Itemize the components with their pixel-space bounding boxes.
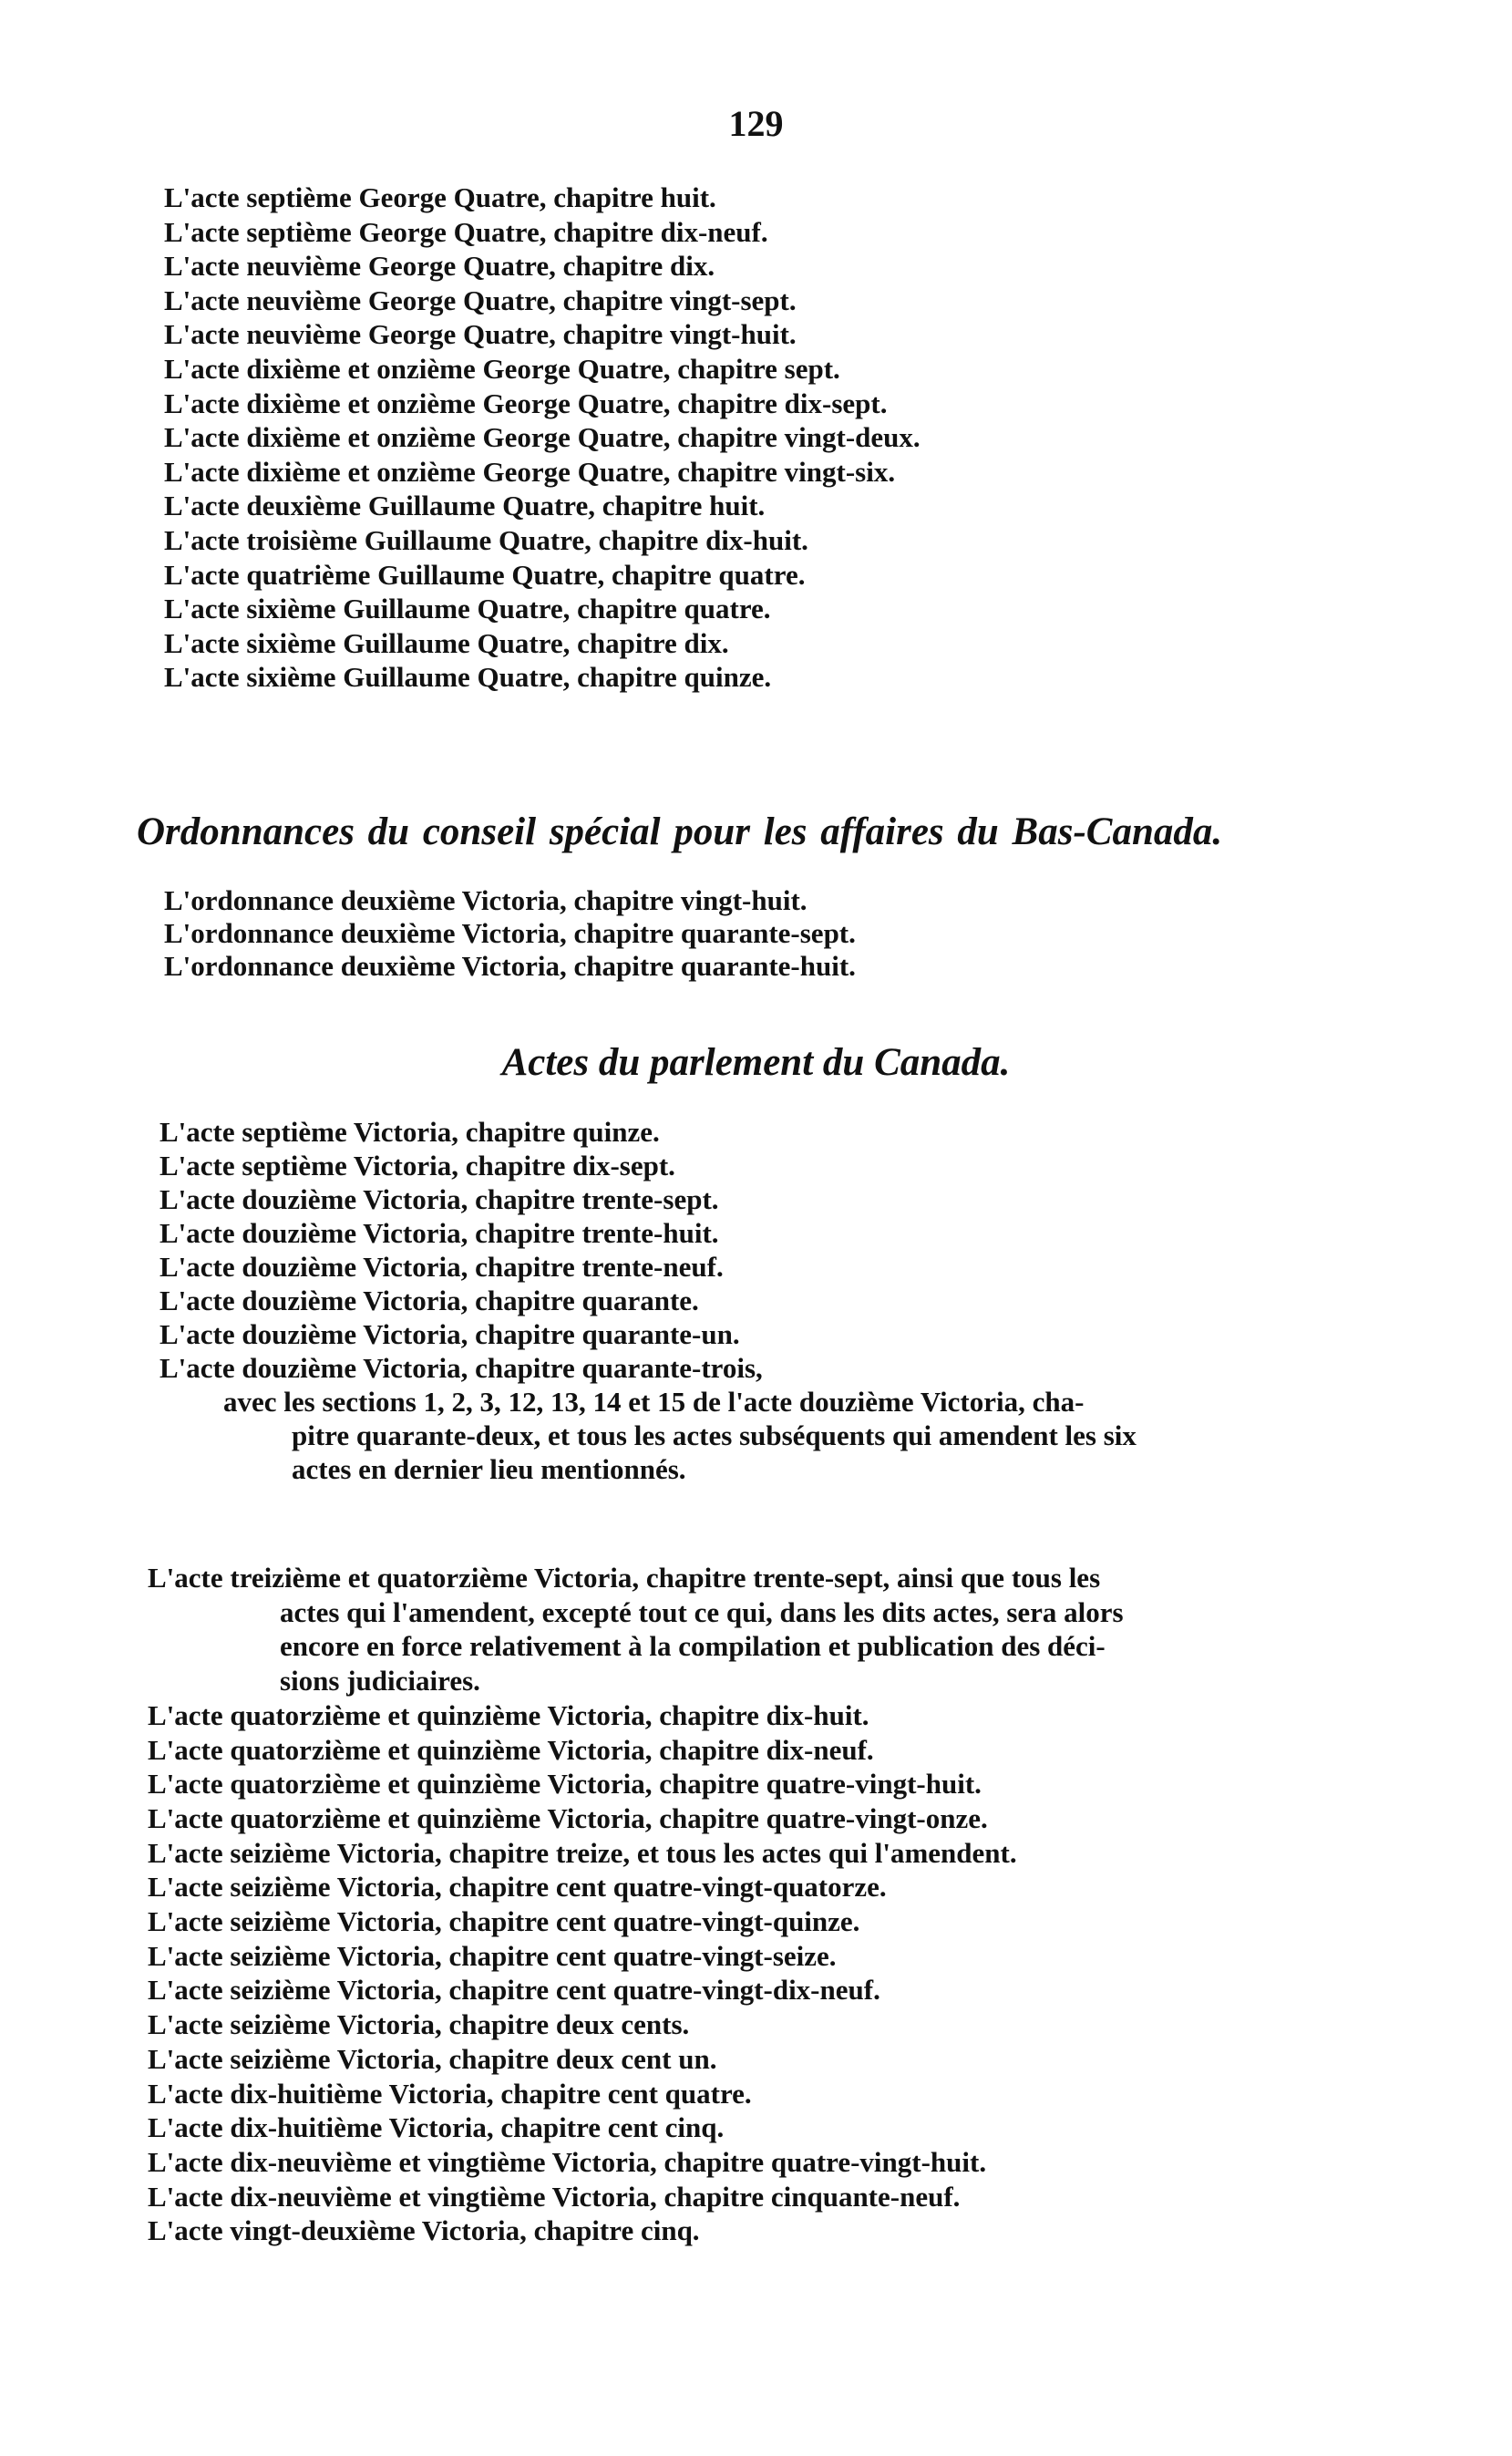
list-item: L'ordonnance deuxième Victoria, chapitre quarante-huit. (164, 950, 856, 982)
list-item: L'acte seizième Victoria, chapitre cent quatre-vingt-dix-neuf. (148, 1974, 880, 2007)
list-item: L'acte dixième et onzième George Quatre, chapitre dix-sept. (164, 387, 888, 419)
treizieme-paragraph-line: L'acte treizième et quatorzième Victoria, chapitre trente-sept, ainsi que tous les (148, 1562, 1101, 1594)
list-item: L'acte seizième Victoria, chapitre deux cents. (148, 2008, 690, 2041)
list-item: L'acte douzième Victoria, chapitre trente-sept. (159, 1183, 719, 1215)
george-guillaume-acts-list (164, 181, 921, 695)
list-item: L'acte dix-neuvième et vingtième Victoria, chapitre cinquante-neuf. (148, 2180, 961, 2213)
list-item: L'acte deuxième Guillaume Quatre, chapitre huit. (164, 490, 766, 522)
sections-paragraph-line: actes en dernier lieu mentionnés. (292, 1453, 686, 1485)
list-item: L'acte septième Victoria, chapitre dix-sept. (159, 1150, 675, 1182)
list-item: L'acte neuvième George Quatre, chapitre dix. (164, 250, 715, 283)
list-item: L'acte quatorzième et quinzième Victoria, chapitre dix-huit. (148, 1698, 869, 1731)
actes-victoria-list (159, 1115, 1137, 1486)
section-heading-actes-parlement: Actes du parlement du Canada. (501, 1041, 1011, 1084)
list-item: L'acte dixième et onzième George Quatre, chapitre vingt-six. (164, 455, 896, 488)
list-item: L'acte septième George Quatre, chapitre huit. (164, 181, 716, 213)
treizieme-paragraph-line: sions judiciaires. (280, 1665, 480, 1698)
list-item: L'ordonnance deuxième Victoria, chapitre vingt-huit. (164, 884, 807, 916)
sections-paragraph-line: avec les sections 1, 2, 3, 12, 13, 14 et 15 de l'acte douzième Victoria, cha- (223, 1386, 1085, 1418)
list-item: L'acte douzième Victoria, chapitre trente-huit. (159, 1217, 719, 1249)
list-item: L'acte neuvième George Quatre, chapitre vingt-sept. (164, 284, 797, 316)
list-item: L'acte quatorzième et quinzième Victoria, chapitre quatre-vingt-huit. (148, 1768, 982, 1801)
list-item: L'acte sixième Guillaume Quatre, chapitre quatre. (164, 593, 771, 625)
list-item: L'acte neuvième George Quatre, chapitre vingt-huit. (164, 318, 797, 351)
list-item: L'acte seizième Victoria, chapitre deux cent un. (148, 2042, 717, 2075)
list-item: L'acte quatorzième et quinzième Victoria, chapitre dix-neuf. (148, 1733, 874, 1766)
section-heading-ordonnances: Ordonnances du conseil spécial pour les affaires du Bas-Canada. (137, 810, 1223, 853)
list-item: L'acte sixième Guillaume Quatre, chapitre quinze. (164, 661, 772, 694)
list-item: L'acte douzième Victoria, chapitre trente-neuf. (159, 1251, 724, 1283)
ordonnances-list (164, 884, 856, 983)
treizieme-paragraph-line: actes qui l'amendent, excepté tout ce qui, dans les dits actes, sera alors (280, 1595, 1124, 1628)
list-item: L'acte seizième Victoria, chapitre treize, et tous les actes qui l'amendent. (148, 1836, 1017, 1869)
list-item: L'acte seizième Victoria, chapitre cent quatre-vingt-seize. (148, 1939, 837, 1972)
list-item: L'ordonnance deuxième Victoria, chapitre quarante-sept. (164, 917, 856, 949)
list-item: L'acte vingt-deuxième Victoria, chapitre cinq. (148, 2214, 700, 2247)
list-item: L'acte douzième Victoria, chapitre quarante-trois, (159, 1352, 763, 1384)
page-number: 129 (728, 103, 784, 144)
actes-victoria-list-continued (148, 1561, 1124, 2248)
list-item: L'acte seizième Victoria, chapitre cent quatre-vingt-quinze. (148, 1905, 860, 1938)
list-item: L'acte quatrième Guillaume Quatre, chapitre quatre. (164, 558, 806, 591)
list-item: L'acte dixième et onzième George Quatre, chapitre vingt-deux. (164, 421, 921, 454)
sections-paragraph-line: pitre quarante-deux, et tous les actes subséquents qui amendent les six (292, 1419, 1137, 1451)
list-item: L'acte dix-huitième Victoria, chapitre cent quatre. (148, 2077, 752, 2110)
list-item: L'acte seizième Victoria, chapitre cent quatre-vingt-quatorze. (148, 1871, 887, 1904)
list-item: L'acte sixième Guillaume Quatre, chapitre dix. (164, 626, 729, 659)
list-item: L'acte dix-huitième Victoria, chapitre cent cinq. (148, 2111, 725, 2144)
list-item: L'acte quatorzième et quinzième Victoria, chapitre quatre-vingt-onze. (148, 1801, 988, 1834)
list-item: L'acte dixième et onzième George Quatre, chapitre sept. (164, 352, 840, 385)
list-item: L'acte douzième Victoria, chapitre quarante-un. (159, 1318, 740, 1350)
list-item: L'acte septième Victoria, chapitre quinze. (159, 1116, 660, 1148)
list-item: L'acte septième George Quatre, chapitre dix-neuf. (164, 215, 768, 248)
list-item: L'acte dix-neuvième et vingtième Victoria, chapitre quatre-vingt-huit. (148, 2145, 987, 2178)
treizieme-paragraph-line: encore en force relativement à la compilation et publication des déci- (280, 1630, 1106, 1663)
list-item: L'acte douzième Victoria, chapitre quarante. (159, 1285, 699, 1316)
list-item: L'acte troisième Guillaume Quatre, chapitre dix-huit. (164, 523, 808, 556)
